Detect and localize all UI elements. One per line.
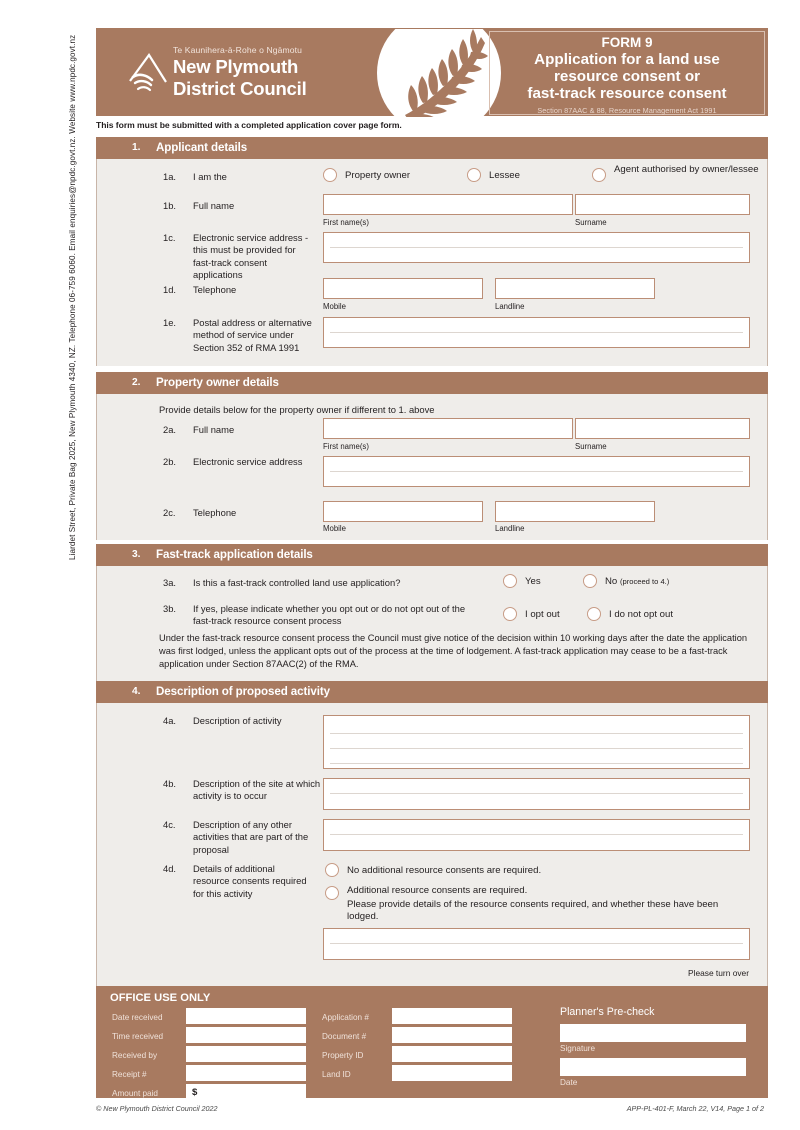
- page-header: [96, 28, 768, 116]
- sublabel-applicant-landline: Landline: [495, 302, 525, 311]
- input-owner-landline[interactable]: [495, 501, 655, 522]
- input-applicant-landline[interactable]: [495, 278, 655, 299]
- office-use-only-block: [96, 986, 768, 1098]
- input-description-other-activities[interactable]: [323, 819, 750, 851]
- section-header-2: [96, 372, 768, 394]
- section-3-title: Fast-track application details: [156, 548, 313, 561]
- radio-label-opt-out[interactable]: I opt out: [525, 609, 560, 620]
- sublabel-applicant-mobile: Mobile: [323, 302, 346, 311]
- council-name-line1: New Plymouth: [173, 56, 299, 77]
- item-1c-number: 1c.: [163, 232, 176, 243]
- radio-label-fasttrack-yes[interactable]: Yes: [525, 576, 541, 587]
- office-label-land-id: Land ID: [322, 1070, 351, 1079]
- item-1a-number: 1a.: [163, 171, 177, 182]
- section-1-number: 1.: [132, 142, 141, 153]
- item-1d-number: 1d.: [163, 284, 177, 295]
- office-use-title: OFFICE USE ONLY: [110, 992, 211, 1004]
- radio-label-agent[interactable]: Agent authorised by owner/lessee: [614, 164, 759, 175]
- section-header-4: [96, 681, 768, 703]
- section-3-paragraph: Under the fast-track resource consent process the Council must give notice of the decision within 10 working days after the date the application was first lodged, unless the applicant opts out of the process at the time of lodgement. A fast-track application may cease to be a fast-track application under Section 87AAC(2) of the RMA.: [159, 633, 748, 670]
- item-1a-label: I am the: [193, 171, 227, 182]
- radio-applicant-lessee[interactable]: [467, 168, 481, 182]
- section-header-3: [96, 544, 768, 566]
- section-3-number: 3.: [132, 549, 141, 560]
- office-input-application-number[interactable]: [392, 1008, 512, 1024]
- office-label-date-received: Date received: [112, 1013, 163, 1022]
- input-applicant-electronic-service-address[interactable]: [323, 232, 750, 263]
- radio-label-lessee[interactable]: Lessee: [489, 170, 520, 181]
- turn-over-note: Please turn over: [688, 968, 749, 978]
- office-label-application-number: Application #: [322, 1013, 369, 1022]
- section-1-title: Applicant details: [156, 141, 248, 154]
- radio-applicant-agent[interactable]: [592, 168, 606, 182]
- office-input-amount-paid[interactable]: [186, 1084, 306, 1100]
- radio-optout-yes[interactable]: [503, 607, 517, 621]
- item-1c-label: Electronic service address - this must be provided for fast-track consent applications: [193, 232, 309, 281]
- sublabel-owner-surname: Surname: [575, 442, 607, 451]
- section-body-3: [96, 566, 768, 681]
- office-input-document-number[interactable]: [392, 1027, 512, 1043]
- side-address-text: Liardet Street, Private Bag 2025, New Plymouth 4340, NZ. Telephone 06-759 6060. Email enquiries@npdc.govt.nz. Website www.npdc.govt.nz: [68, 34, 77, 560]
- radio-label-property-owner[interactable]: Property owner: [345, 170, 411, 181]
- form-number: FORM 9: [601, 35, 653, 50]
- item-2c-label: Telephone: [193, 507, 237, 518]
- input-applicant-first-name[interactable]: [323, 194, 573, 215]
- item-3b-label: If yes, please indicate whether you opt out or do not opt out of the fast-track resource consent process: [193, 603, 466, 627]
- sublabel-owner-landline: Landline: [495, 524, 525, 533]
- office-label-signature: Signature: [560, 1044, 596, 1053]
- section-header-1: [96, 137, 768, 159]
- radio-no-note: (proceed to 4.): [619, 577, 670, 586]
- input-owner-mobile[interactable]: [323, 501, 483, 522]
- section-body-2: [96, 394, 768, 540]
- radio-label-no-additional-consents[interactable]: No additional resource consents are required.: [347, 865, 542, 876]
- item-3a-number: 3a.: [163, 577, 177, 588]
- radio-fasttrack-no[interactable]: [583, 574, 597, 588]
- item-1d-label: Telephone: [193, 284, 237, 295]
- sublabel-owner-mobile: Mobile: [323, 524, 346, 533]
- office-label-receipt-number: Receipt #: [112, 1070, 147, 1079]
- input-owner-surname[interactable]: [575, 418, 750, 439]
- input-owner-electronic-service-address[interactable]: [323, 456, 750, 487]
- input-description-of-activity[interactable]: [323, 715, 750, 769]
- item-3a-label: Is this a fast-track controlled land use application?: [193, 577, 401, 588]
- office-label-date: Date: [560, 1078, 578, 1087]
- office-input-received-by[interactable]: [186, 1046, 306, 1062]
- item-4a-number: 4a.: [163, 715, 177, 726]
- office-input-time-received[interactable]: [186, 1027, 306, 1043]
- item-3b-number: 3b.: [163, 603, 177, 614]
- radio-no-additional-consents[interactable]: [325, 863, 339, 877]
- form-title-line2: resource consent or: [553, 68, 701, 85]
- section-2-title: Property owner details: [156, 376, 279, 389]
- item-4b-number: 4b.: [163, 778, 177, 789]
- input-applicant-surname[interactable]: [575, 194, 750, 215]
- form-title-line3: fast-track resource consent: [527, 85, 727, 102]
- council-logo: [125, 41, 385, 107]
- input-additional-consents-details[interactable]: [323, 928, 750, 960]
- radio-additional-consents-required[interactable]: [325, 886, 339, 900]
- form-title-line1: Application for a land use: [534, 51, 720, 68]
- radio-label-additional-consents-required[interactable]: Additional resource consents are required.: [347, 885, 528, 896]
- item-1b-label: Full name: [193, 200, 235, 211]
- item-1e-number: 1e.: [163, 317, 177, 328]
- sublabel-applicant-surname: Surname: [575, 218, 607, 227]
- office-input-date-received[interactable]: [186, 1008, 306, 1024]
- item-4d-extra-note: Please provide details of the resource consents required, and whether these have been lodged.: [347, 899, 719, 922]
- form-legislation: Section 87AAC & 88, Resource Management Act 1991: [537, 106, 717, 115]
- item-2c-number: 2c.: [163, 507, 176, 518]
- footer-copyright: © New Plymouth District Council 2022: [96, 1104, 218, 1113]
- npdc-mark-icon: [127, 51, 169, 97]
- radio-optout-no[interactable]: [587, 607, 601, 621]
- item-4c-label: Description of any other activities that are part of the proposal: [193, 819, 309, 855]
- radio-label-fasttrack-no[interactable]: [605, 576, 669, 588]
- input-owner-first-name[interactable]: [323, 418, 573, 439]
- office-input-property-id[interactable]: [392, 1046, 512, 1062]
- item-4d-label: Details of additional resource consents required for this activity: [193, 863, 307, 899]
- item-2a-label: Full name: [193, 424, 235, 435]
- planner-precheck-title: Planner's Pre-check: [560, 1006, 655, 1018]
- section-4-title: Description of proposed activity: [156, 685, 330, 698]
- item-2a-number: 2a.: [163, 424, 177, 435]
- sublabel-owner-first-name: First name(s): [323, 442, 369, 451]
- radio-applicant-property-owner[interactable]: [323, 168, 337, 182]
- radio-fasttrack-yes[interactable]: [503, 574, 517, 588]
- input-description-of-site[interactable]: [323, 778, 750, 810]
- input-applicant-mobile[interactable]: [323, 278, 483, 299]
- item-1e-label: Postal address or alternative method of service under Section 352 of RMA 1991: [193, 317, 312, 353]
- office-label-document-number: Document #: [322, 1032, 367, 1041]
- fern-frond-icon: [377, 29, 501, 117]
- item-4a-label: Description of activity: [193, 715, 282, 726]
- sublabel-applicant-first-name: First name(s): [323, 218, 369, 227]
- radio-label-do-not-opt-out[interactable]: I do not opt out: [609, 609, 674, 620]
- submit-note: This form must be submitted with a completed application cover page form.: [96, 120, 402, 130]
- radio-no-text: No: [605, 576, 618, 587]
- item-2b-label: Electronic service address: [193, 456, 303, 467]
- section-body-4: [96, 703, 768, 990]
- item-4c-number: 4c.: [163, 819, 176, 830]
- office-input-planner-signature[interactable]: [560, 1024, 746, 1042]
- office-input-receipt-number[interactable]: [186, 1065, 306, 1081]
- office-label-amount-paid: Amount paid: [112, 1089, 158, 1098]
- input-applicant-postal-address[interactable]: [323, 317, 750, 348]
- section-2-number: 2.: [132, 377, 141, 388]
- office-input-planner-date[interactable]: [560, 1058, 746, 1076]
- council-name-line2: District Council: [173, 78, 307, 99]
- footer-reference: APP-PL-401-F, March 22, V14, Page 1 of 2: [626, 1104, 764, 1113]
- section-body-1: [96, 159, 768, 366]
- item-4d-number: 4d.: [163, 863, 177, 874]
- office-amount-currency-symbol: $: [192, 1087, 198, 1098]
- item-2b-number: 2b.: [163, 456, 177, 467]
- item-1b-number: 1b.: [163, 200, 177, 211]
- office-label-time-received: Time received: [112, 1032, 164, 1041]
- form-title-block: [493, 35, 761, 115]
- office-label-received-by: Received by: [112, 1051, 158, 1060]
- office-label-property-id: Property ID: [322, 1051, 364, 1060]
- item-4b-label: Description of the site at which activity is to occur: [193, 778, 321, 802]
- section-2-intro: Provide details below for the property owner if different to 1. above: [159, 404, 435, 415]
- council-maori-name: Te Kaunihera-ā-Rohe o Ngāmotu: [173, 45, 303, 55]
- section-4-number: 4.: [132, 686, 141, 697]
- office-input-land-id[interactable]: [392, 1065, 512, 1081]
